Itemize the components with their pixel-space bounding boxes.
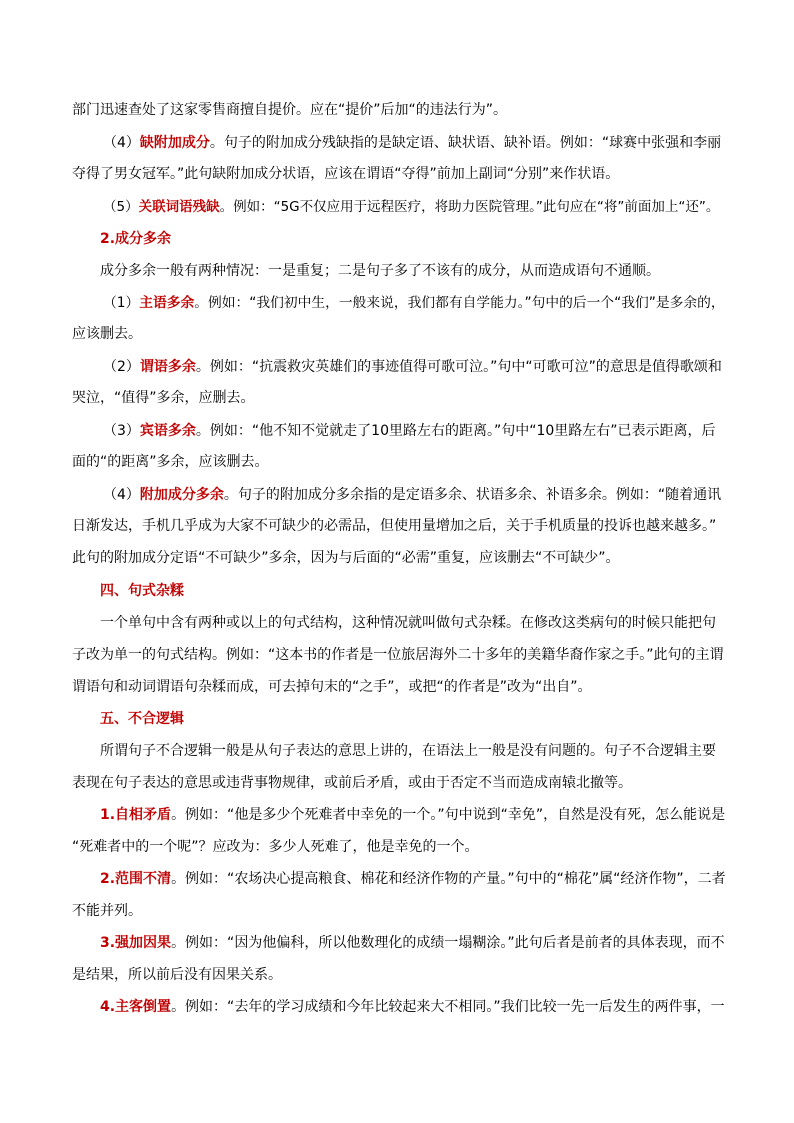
para-line: （1）主语多余。例如：“我们初中生，一般来说，我们都有自学能力。”句中的后一个“我们”是多余的， [103, 295, 725, 311]
para-line: 部门迅速查处了这家零售商擅自提价。应在“提价”后加“的违法行为”。 [72, 102, 508, 118]
term-highlight: 3.强加因果 [100, 935, 172, 951]
para-line: 成分多余一般有两种情况：一是重复；二是句子多了不该有的成分，从而造成语句不通顺。 [100, 263, 660, 279]
para-line: 日渐发达，手机几乎成为大家不可缺少的必需品，但使用量增加之后，关于手机质量的投诉也越来越多。” [72, 518, 717, 534]
term-highlight: 主语多余 [139, 295, 195, 311]
para-line: （5）关联词语残缺。例如：“5G不仅应用于远程医疗，将助力医院管理。”此句应在“将”前面加上“还”。 [103, 199, 720, 215]
para-line: 3.强加因果。例如：“因为他偏科，所以他数理化的成绩一塌糊涂。”此句后者是前者的具体表现，而不 [100, 935, 725, 951]
para-line: （2）谓语多余。例如：“抗震救灾英雄们的事迹值得可歌可泣。”句中“可歌可泣”的意思是值得歌颂和 [103, 359, 722, 375]
para-line: 谓语句和动词谓语句杂糅而成，可去掉句末的“之手”，或把“的作者是”改为“出自”。 [72, 679, 592, 695]
para-line: 应该删去。 [72, 326, 142, 342]
para-line: “死难者中的一个呢”？应改为：多少人死难了，他是幸免的一个。 [72, 839, 479, 855]
term-highlight: 宾语多余 [139, 423, 196, 439]
para-line: 此句的附加成分定语“不可缺少”多余，因为与后面的“必需”重复，应该删去“不可缺少”。 [72, 550, 620, 566]
para-line: 子改为单一的句式结构。例如：“这本书的作者是一位旅居海外二十多年的美籍华裔作家之手。”此句的主谓 [72, 647, 724, 663]
para-line: （4）附加成分多余。句子的附加成分多余指的是定语多余、状语多余、补语多余。例如：“随着通讯 [103, 487, 722, 503]
term-highlight: 1.自相矛盾 [100, 807, 172, 823]
term-highlight: 2.范围不清 [100, 871, 172, 887]
para-line: 一个单句中含有两种或以上的句式结构，这种情况就叫做句式杂糅。在修改这类病句的时候只能把句 [100, 615, 716, 631]
para-line: 哭泣，“值得”多余，应删去。 [72, 390, 255, 406]
para-line: （3）宾语多余。例如：“他不知不觉就走了10里路左右的距离。”句中“10里路左右”已表示距离，后 [103, 423, 716, 439]
term-highlight: 缺附加成分 [139, 135, 210, 151]
para-line: 所谓句子不合逻辑一般是从句子表达的意思上讲的，在语法上一般是没有问题的。句子不合逻辑主要 [100, 743, 716, 759]
para-line: 2.范围不清。例如：“农场决心提高粮食、棉花和经济作物的产量。”句中的“棉花”属“经济作物”，二者 [100, 871, 726, 887]
term-highlight: 附加成分多余 [139, 487, 224, 503]
para-line: 1.自相矛盾。例如：“他是多少个死难者中幸免的一个。”句中说到“幸免”，自然是没有死，怎么能说是 [100, 807, 726, 823]
para-line: 4.主客倒置。例如：“去年的学习成绩和今年比较起来大不相同。”我们比较一先一后发生的两件事，一 [100, 999, 725, 1015]
para-line: （4）缺附加成分。句子的附加成分残缺指的是缺定语、缺状语、缺补语。例如：“球赛中张强和李丽 [103, 135, 722, 151]
section-heading: 四、句式杂糅 [100, 583, 184, 599]
para-line: 表现在句子表达的意思或违背事物规律，或前后矛盾，或由于否定不当而造成南辕北撤等。 [72, 775, 632, 791]
section-heading: 五、不合逻辑 [100, 711, 184, 727]
term-highlight: 关联词语残缺 [138, 199, 220, 215]
para-line: 是结果，所以前后没有因果关系。 [72, 967, 282, 983]
para-line: 面的“的距离”多余，应该删去。 [72, 454, 269, 470]
term-highlight: 谓语多余 [139, 359, 196, 375]
term-highlight: 4.主客倒置 [100, 999, 172, 1015]
para-line: 不能并列。 [72, 903, 142, 919]
para-line: 夺得了男女冠军。”此句缺附加成分状语，应该在谓语“夺得”前加上副词“分别”来作状语。 [72, 166, 620, 182]
subheading: 2.成分多余 [100, 231, 172, 247]
